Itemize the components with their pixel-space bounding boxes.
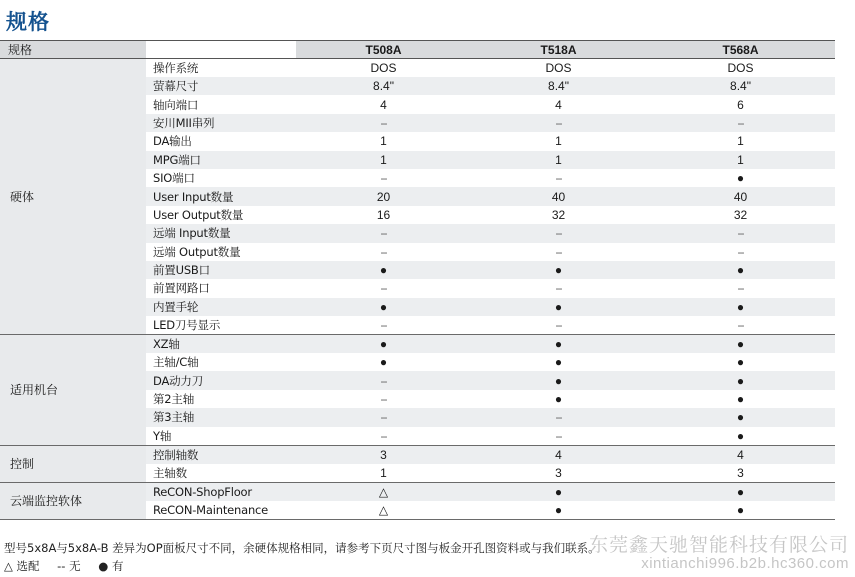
spec-value [471,95,646,113]
spec-value [471,169,646,187]
spec-value [471,298,646,316]
value-text: 1 [380,134,387,149]
spec-value [646,132,835,150]
spec-value [646,59,835,78]
group-label: 硬体 [0,59,146,335]
spec-value [471,464,646,483]
triangle-icon: △ [378,484,389,499]
dash-value: -- [555,428,562,443]
dash-value: -- [555,318,562,333]
dash-value: -- [737,281,744,296]
spec-value [646,353,835,371]
spec-value [471,114,646,132]
spec-value [646,224,835,242]
spec-value [296,390,471,408]
dot-icon: ● [736,484,745,499]
spec-value [646,114,835,132]
dash-value: -- [380,115,387,130]
spec-value [471,261,646,279]
spec-value [296,206,471,224]
spec-value [296,243,471,261]
dot-icon: ● [736,299,745,314]
spec-value [646,279,835,297]
table-row [0,335,835,354]
spec-value [296,187,471,205]
dot-icon: ● [736,428,745,443]
spec-value [296,482,471,501]
spec-value [646,243,835,261]
dash-value: -- [555,410,562,425]
value-text: 3 [737,465,744,480]
spec-value [646,261,835,279]
dash-value: -- [380,373,387,388]
value-text: 20 [376,189,391,204]
spec-table [0,40,835,520]
spec-value [471,206,646,224]
spec-value [471,371,646,389]
spec-item-label: LED刀号显示 [146,316,296,335]
dash-value: -- [737,244,744,259]
value-text: DOS [370,61,397,75]
value-text: 3 [555,465,562,480]
spec-value [646,335,835,354]
header-model: T508A [296,41,471,59]
dash-value: -- [380,244,387,259]
spec-value [471,59,646,78]
dash-value: -- [380,318,387,333]
spec-value [646,390,835,408]
spec-item-label: User Input数量 [146,187,296,205]
spec-value [296,224,471,242]
value-text: 4 [380,97,387,112]
spec-value [471,132,646,150]
watermark [589,530,849,572]
triangle-icon: △ [378,502,389,517]
table-header-row [0,41,835,59]
value-text: 6 [737,97,744,112]
spec-value [646,95,835,113]
dash-value: -- [555,115,562,130]
spec-item-label: SIO端口 [153,171,195,186]
spec-value [296,279,471,297]
spec-value [646,445,835,464]
value-text: 1 [555,134,562,149]
spec-value [471,501,646,520]
spec-table-body [0,59,835,520]
dash-value: -- [380,171,387,186]
spec-value [646,501,835,520]
spec-item-label: DA动力刀 [146,371,296,389]
spec-value [646,408,835,426]
value-text: 1 [380,152,387,167]
dot-icon: ● [379,355,388,370]
group-label: 控制 [0,445,146,482]
spec-value [296,261,471,279]
spec-item-label: 第3主轴 [146,408,296,426]
dash-value: -- [380,392,387,407]
value-text: 4 [737,447,744,462]
spec-value [296,169,471,187]
spec-value [296,501,471,520]
spec-value [296,132,471,150]
spec-value [646,77,835,95]
footnote: 型号5x8A与5x8A-B 差异为OP面板尺寸不同，余硬体规格相同，请参考下页尺寸图与板金开孔图资料或与我们联系。 [4,541,600,555]
value-text: 8.4" [373,79,394,94]
dash-value: -- [380,410,387,425]
dot-icon: ● [554,355,563,370]
dot-icon: ● [379,263,388,278]
dot-icon: ● [554,263,563,278]
dash-value: -- [737,318,744,333]
spec-value [646,464,835,483]
header-blank [146,41,296,59]
legend [4,558,137,574]
legend-none: -- 无 [57,559,81,573]
spec-item-label: 第2主轴 [153,392,195,407]
spec-value [471,482,646,501]
spec-value [646,187,835,205]
value-text: 1 [380,465,387,480]
value-text: 32 [551,207,566,222]
dash-value: -- [737,226,744,241]
dot-icon: ● [554,373,563,388]
dot-icon: ● [379,299,388,314]
spec-item-label: 内置手轮 [146,298,296,316]
spec-value [296,371,471,389]
dot-icon: ● [736,171,745,186]
dot-icon: ● [736,337,745,352]
spec-item-label: 轴向端口 [153,97,199,112]
value-text: 3 [380,447,387,462]
dot-icon: ● [736,392,745,407]
spec-value [296,298,471,316]
group-label: 适用机台 [0,335,146,446]
spec-value [471,316,646,335]
spec-item-label: 安川MII串列 [146,114,296,132]
spec-item-label: MPG端口 [146,151,296,169]
spec-value [296,408,471,426]
spec-value [471,224,646,242]
spec-value [646,427,835,446]
value-text: DOS [727,61,754,75]
legend-optional: △ 选配 [4,559,40,573]
spec-item-label: 主轴/C轴 [153,355,199,370]
spec-value [471,390,646,408]
dot-icon: ● [554,502,563,517]
spec-item-label: ReCON-ShopFloor [146,482,296,501]
dash-value: -- [555,281,562,296]
spec-item-label: User Output数量 [153,207,244,222]
value-text: 4 [555,97,562,112]
value-text: 40 [551,189,566,204]
header-model: T568A [646,41,835,59]
spec-value [296,353,471,371]
header-model: T518A [471,41,646,59]
value-text: DOS [545,61,572,75]
dash-value: -- [737,115,744,130]
spec-value [296,464,471,483]
dot-icon: ● [736,373,745,388]
spec-item-label: 萤幕尺寸 [146,77,296,95]
spec-item-label: 前置网路口 [153,281,210,296]
spec-value [471,353,646,371]
spec-value [471,408,646,426]
spec-item-label: 远端 Input数量 [146,224,296,242]
spec-item-label: Y轴 [146,427,296,446]
spec-item-label: 操作系统 [153,61,199,75]
dot-icon: ● [379,337,388,352]
dot-icon: ● [554,484,563,499]
value-text: 32 [733,207,748,222]
spec-item-label: 前置USB口 [146,261,296,279]
spec-value [471,151,646,169]
value-text: 4 [555,447,562,462]
value-text: 8.4" [730,79,751,94]
spec-value [296,114,471,132]
spec-item-label: XZ轴 [146,335,296,354]
dash-value: -- [555,244,562,259]
spec-value [296,316,471,335]
spec-value [471,243,646,261]
value-text: 8.4" [548,79,569,94]
watermark-company: 东莞鑫天驰智能科技有限公司 [588,534,849,556]
spec-value [471,279,646,297]
dash-value: -- [380,226,387,241]
spec-value [296,151,471,169]
spec-value [296,95,471,113]
legend-yes: ● 有 [98,559,124,573]
value-text: 40 [733,189,748,204]
dot-icon: ● [554,299,563,314]
dot-icon: ● [554,337,563,352]
spec-value [646,169,835,187]
value-text: 1 [737,152,744,167]
spec-value [471,335,646,354]
table-row [0,482,835,501]
dash-value: -- [555,226,562,241]
spec-item-label: 主轴数 [146,464,296,483]
spec-value [296,77,471,95]
table-row [0,59,835,78]
spec-item-label: ReCON-Maintenance [146,501,296,520]
value-text: 1 [555,152,562,167]
spec-value [296,59,471,78]
spec-value [471,187,646,205]
page-title: 规格 [6,10,50,34]
spec-item-label: 远端 Output数量 [153,244,241,259]
spec-value [471,427,646,446]
spec-value [296,427,471,446]
header-label: 规格 [0,41,146,59]
spec-value [471,77,646,95]
watermark-url: xintianchi996.b2b.hc360.com [641,555,849,572]
dot-icon: ● [736,355,745,370]
spec-value [471,445,646,464]
spec-value [296,335,471,354]
spec-value [646,206,835,224]
value-text: 16 [376,207,391,222]
value-text: 1 [737,134,744,149]
spec-item-label: 控制轴数 [146,445,296,464]
dot-icon: ● [736,263,745,278]
dot-icon: ● [554,392,563,407]
dash-value: -- [380,281,387,296]
spec-value [646,371,835,389]
dash-value: -- [555,171,562,186]
spec-value [646,316,835,335]
table-row [0,445,835,464]
dot-icon: ● [736,502,745,517]
group-label: 云端监控软体 [0,482,146,519]
dash-value: -- [380,428,387,443]
spec-value [646,151,835,169]
spec-value [646,482,835,501]
spec-value [296,445,471,464]
spec-value [646,298,835,316]
dot-icon: ● [736,410,745,425]
spec-item-label: DA输出 [153,134,192,149]
